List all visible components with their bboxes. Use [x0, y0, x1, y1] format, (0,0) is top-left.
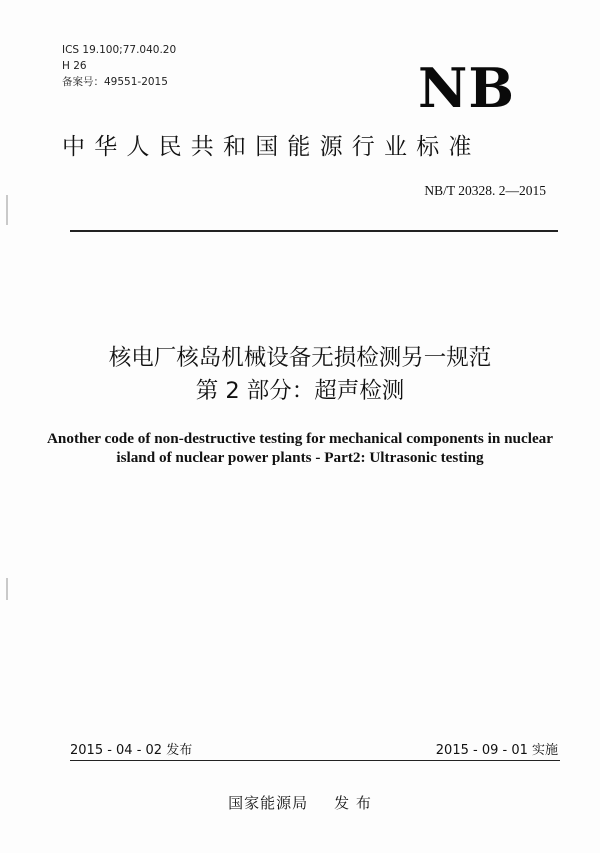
- standard-number: NB/T 20328. 2—2015: [424, 183, 546, 198]
- ics-code: ICS 19.100;77.040.20: [62, 44, 177, 56]
- header-divider: [70, 230, 558, 232]
- issuer-line: [0, 792, 600, 813]
- nb-logo: NB: [418, 56, 516, 120]
- scan-artifact-top: [6, 195, 8, 225]
- footer-divider: [70, 760, 560, 761]
- chinese-title-line-1: 核电厂核岛机械设备无损检测另一规范: [108, 345, 492, 371]
- standard-category-title: 中华人民共和国能源行业标准: [62, 134, 481, 160]
- issuer-action: 发 布: [334, 794, 372, 812]
- issue-date: 2015 - 04 - 02 发布: [70, 743, 193, 758]
- classification-block: [62, 42, 176, 90]
- scan-artifact-bottom: [6, 578, 8, 600]
- effective-date: 2015 - 09 - 01 实施: [435, 743, 558, 758]
- english-title-line-2: island of nuclear power plants - Part2: Ultrasonic testing: [116, 449, 484, 466]
- chinese-title-line-2: 第 2 部分：超声检测: [195, 378, 405, 404]
- issuer-name: 国家能源局: [228, 794, 309, 812]
- english-title-line-1: Another code of non-destructive testing for mechanical components in nuclear: [46, 430, 554, 447]
- filing-number: 备案号：49551-2015: [62, 76, 168, 88]
- classification-code: H 26: [62, 60, 87, 72]
